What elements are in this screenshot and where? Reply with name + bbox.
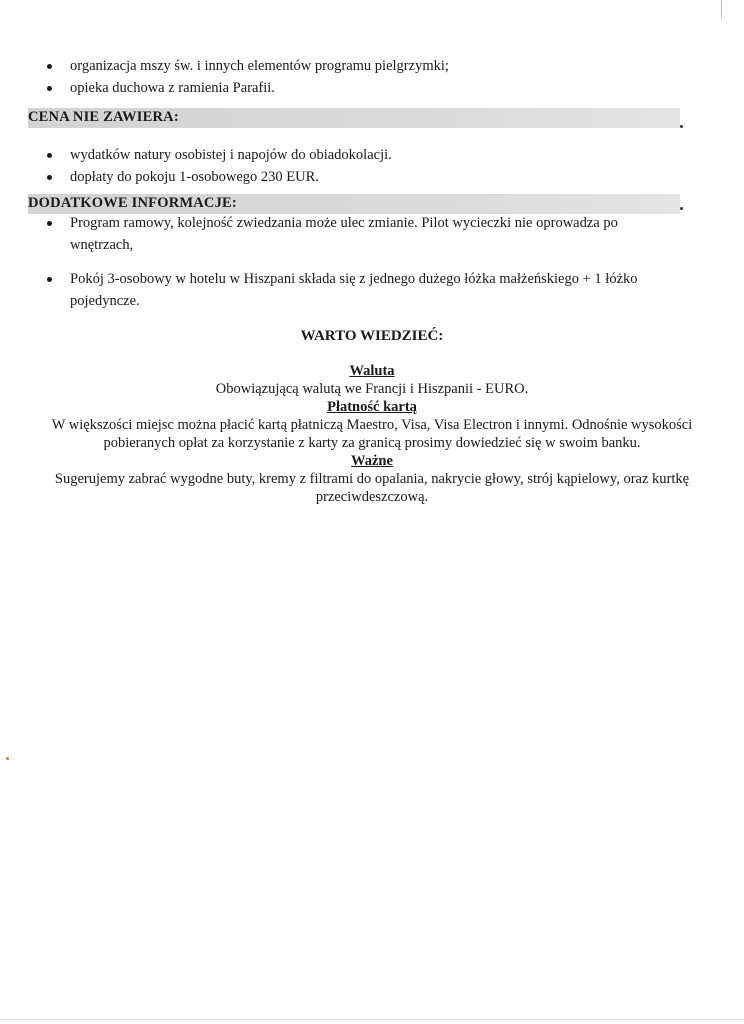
waluta-heading: Waluta bbox=[349, 363, 395, 379]
list-item: organizacja mszy św. i innych elementów programu pielgrzymki; bbox=[0, 55, 744, 77]
scan-bottom-line bbox=[0, 1019, 744, 1020]
platnosc-text-line-1: W większości miejsc można płacić kartą płatniczą Maestro, Visa, Visa Electron i innymi. Odnośnie wysokości bbox=[51, 417, 693, 433]
section-header-dodatkowe-informacje bbox=[28, 194, 680, 214]
page-section-title: WARTO WIEDZIEĆ: bbox=[300, 328, 444, 344]
list-item: Program ramowy, kolejność zwiedzania może ulec zmianie. Pilot wycieczki nie oprowadza po wnętrzach, bbox=[0, 212, 744, 256]
included-services-list bbox=[0, 55, 744, 99]
wazne-heading: Ważne bbox=[351, 453, 393, 469]
section-title: CENA NIE ZAWIERA: bbox=[28, 109, 179, 125]
wazne-text-line-1: Sugerujemy zabrać wygodne buty, kremy z filtrami do opalania, nakrycie głowy, strój kąpielowy, oraz kurtkę bbox=[54, 471, 690, 487]
waluta-text: Obowiązującą walutą we Francji i Hiszpanii - EURO. bbox=[215, 381, 529, 397]
info-block bbox=[0, 362, 744, 506]
platnosc-text-line-2: pobieranych opłat za korzystanie z karty za granicą prosimy dowiedzieć się w swoim banku. bbox=[103, 435, 641, 451]
list-item: dopłaty do pokoju 1-osobowego 230 EUR. bbox=[0, 166, 744, 188]
additional-info-list bbox=[0, 212, 744, 312]
list-item: wydatków natury osobistej i napojów do obiadokolacji. bbox=[0, 144, 744, 166]
bullet-icon bbox=[47, 221, 52, 226]
scan-speck bbox=[6, 757, 9, 760]
list-item: Pokój 3-osobowy w hotelu w Hiszpani składa się z jednego dużego łóżka małżeńskiego + 1 łóżko pojedyncze. bbox=[0, 268, 744, 312]
bullet-icon bbox=[47, 86, 52, 91]
not-included-list bbox=[0, 144, 744, 188]
bullet-icon bbox=[47, 175, 52, 180]
bar-end-dot bbox=[680, 207, 683, 210]
bullet-icon bbox=[47, 277, 52, 282]
section-header-cena-nie-zawiera bbox=[28, 108, 680, 128]
list-item: opieka duchowa z ramienia Parafii. bbox=[0, 77, 744, 99]
wazne-text-line-2: przeciwdeszczową. bbox=[315, 489, 429, 505]
bullet-icon bbox=[47, 153, 52, 158]
bullet-icon bbox=[47, 64, 52, 69]
scan-edge-mark bbox=[721, 0, 722, 18]
warto-wiedziec-section bbox=[0, 328, 744, 345]
section-title: DODATKOWE INFORMACJE: bbox=[28, 195, 237, 211]
platnosc-heading: Płatność kartą bbox=[327, 399, 417, 415]
bar-end-dot bbox=[680, 125, 683, 128]
